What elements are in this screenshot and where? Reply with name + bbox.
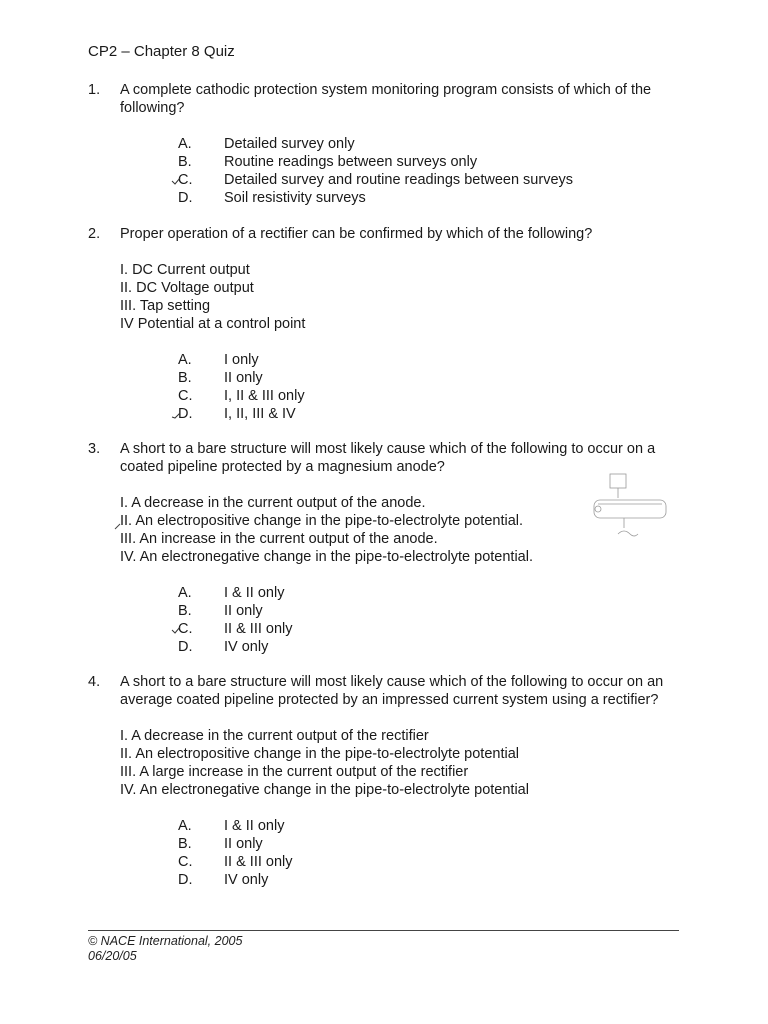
statement-list [120,261,688,333]
question-number: 2. [88,226,101,242]
option-text: II only [224,603,263,619]
option-text: II only [224,370,263,386]
footer [88,934,242,964]
option-letter: D. [178,190,193,206]
question-4 [88,673,688,889]
question-text: A complete cathodic protection system monitoring program consists of which of the following? [120,82,652,116]
option-letter: D. [178,406,193,422]
question-text: A short to a bare structure will most likely cause which of the following to occur on an average coated pipeline protected by an impressed current system using a rectifier? [120,674,664,708]
footer-divider [88,930,679,931]
question-1 [88,81,688,207]
statement-list [120,727,688,799]
statement: I. A decrease in the current output of the rectifier [120,728,429,744]
option-letter: C. [178,172,193,188]
option-letter: D. [178,639,193,655]
option-c [178,853,688,871]
footer-copyright: © NACE International, 2005 [88,934,243,948]
pencil-sketch-icon [584,466,684,546]
option-text: Detailed survey only [224,136,355,152]
footer-date: 06/20/05 [88,949,137,963]
statement: IV. An electronegative change in the pipe-to-electrolyte potential. [120,549,533,565]
option-b [178,369,688,387]
statement: II. DC Voltage output [120,280,254,296]
option-list [178,135,688,207]
option-d [178,638,688,656]
option-c [178,620,688,638]
option-text: I, II & III only [224,388,305,404]
handwritten-check-icon [171,411,181,419]
statement: IV Potential at a control point [120,316,306,332]
option-letter: A. [178,352,192,368]
statement: IV. An electronegative change in the pipe-to-electrolyte potential [120,782,529,798]
option-text: Soil resistivity surveys [224,190,366,206]
option-letter: D. [178,872,193,888]
question-number: 4. [88,674,101,690]
option-a [178,351,688,369]
option-text: IV only [224,639,269,655]
option-letter-wrap [178,620,224,638]
option-text: I only [224,352,259,368]
statement: I. A decrease in the current output of the anode. [120,495,426,511]
option-text: II only [224,836,263,852]
statement: III. Tap setting [120,298,211,314]
statement: III. A large increase in the current output of the rectifier [120,764,469,780]
option-letter: C. [178,621,193,637]
option-text: IV only [224,872,269,888]
handwritten-tick-icon [114,517,122,525]
option-c [178,171,688,189]
option-letter: B. [178,836,192,852]
option-d [178,871,688,889]
option-letter-wrap [178,405,224,423]
option-text: I & II only [224,818,285,834]
option-text: II & III only [224,621,293,637]
option-b [178,153,688,171]
option-letter: B. [178,370,192,386]
question-number: 1. [88,82,101,98]
option-letter: B. [178,154,192,170]
statement-text: II. An electropositive change in the pipe-to-electrolyte potential. [120,513,524,529]
question-2 [88,225,688,423]
option-a [178,584,688,602]
option-list [178,817,688,889]
option-b [178,835,688,853]
option-a [178,817,688,835]
statement: II. An electropositive change in the pipe-to-electrolyte potential [120,746,519,762]
question-text: A short to a bare structure will most likely cause which of the following to occur on a coated pipeline protected by a magnesium anode? [120,441,656,475]
option-letter: A. [178,585,192,601]
handwritten-check-icon [171,626,181,634]
option-d [178,189,688,207]
option-letter: C. [178,388,193,404]
option-letter: A. [178,818,192,834]
option-list [178,584,688,656]
option-a [178,135,688,153]
option-c [178,387,688,405]
option-letter: C. [178,854,193,870]
option-text: II & III only [224,854,293,870]
option-b [178,602,688,620]
option-letter: A. [178,136,192,152]
option-text: I, II, III & IV [224,406,296,422]
page-title: CP2 – Chapter 8 Quiz [88,43,235,60]
option-list [178,351,688,423]
question-number: 3. [88,441,101,457]
statement: III. An increase in the current output of the anode. [120,531,438,547]
option-letter-wrap [178,171,224,189]
handwritten-check-icon [171,177,181,185]
option-d [178,405,688,423]
option-text: I & II only [224,585,285,601]
question-text: Proper operation of a rectifier can be confirmed by which of the following? [120,226,593,242]
option-text: Routine readings between surveys only [224,154,478,170]
option-letter: B. [178,603,192,619]
statement: I. DC Current output [120,262,250,278]
option-text: Detailed survey and routine readings between surveys [224,172,574,188]
